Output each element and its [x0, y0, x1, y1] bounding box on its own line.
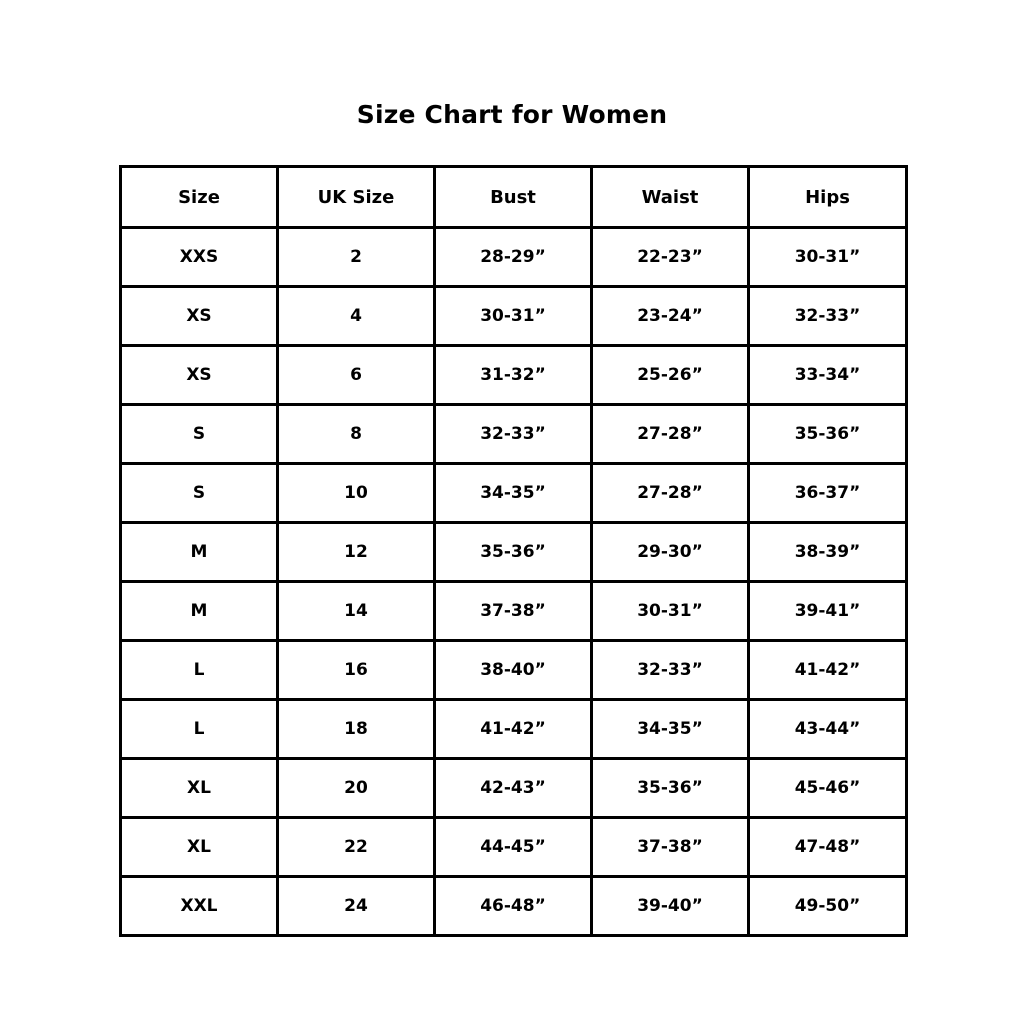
cell-uk-size: 4	[278, 287, 435, 346]
table-row	[121, 464, 907, 523]
cell-hips: 43-44”	[749, 700, 907, 759]
table-body	[121, 228, 907, 936]
table-row	[121, 759, 907, 818]
cell-size: XL	[121, 818, 278, 877]
table-row	[121, 405, 907, 464]
cell-uk-size: 16	[278, 641, 435, 700]
cell-uk-size: 22	[278, 818, 435, 877]
cell-hips: 36-37”	[749, 464, 907, 523]
cell-hips: 45-46”	[749, 759, 907, 818]
table-row	[121, 287, 907, 346]
cell-bust: 31-32”	[435, 346, 592, 405]
cell-bust: 32-33”	[435, 405, 592, 464]
cell-uk-size: 10	[278, 464, 435, 523]
cell-waist: 25-26”	[592, 346, 749, 405]
column-header-size: Size	[121, 167, 278, 228]
table-row	[121, 228, 907, 287]
cell-size: XS	[121, 346, 278, 405]
cell-bust: 42-43”	[435, 759, 592, 818]
cell-size: L	[121, 700, 278, 759]
cell-bust: 44-45”	[435, 818, 592, 877]
size-chart-table-container	[119, 165, 905, 937]
cell-waist: 27-28”	[592, 464, 749, 523]
cell-bust: 41-42”	[435, 700, 592, 759]
cell-size: XXL	[121, 877, 278, 936]
cell-hips: 33-34”	[749, 346, 907, 405]
column-header-waist: Waist	[592, 167, 749, 228]
table-header	[121, 167, 907, 228]
table-row	[121, 877, 907, 936]
cell-hips: 38-39”	[749, 523, 907, 582]
column-header-hips: Hips	[749, 167, 907, 228]
cell-waist: 23-24”	[592, 287, 749, 346]
cell-bust: 34-35”	[435, 464, 592, 523]
cell-bust: 28-29”	[435, 228, 592, 287]
column-header-bust: Bust	[435, 167, 592, 228]
cell-hips: 41-42”	[749, 641, 907, 700]
cell-size: XXS	[121, 228, 278, 287]
cell-hips: 35-36”	[749, 405, 907, 464]
cell-uk-size: 8	[278, 405, 435, 464]
table-row	[121, 700, 907, 759]
cell-size: L	[121, 641, 278, 700]
cell-hips: 30-31”	[749, 228, 907, 287]
cell-size: M	[121, 523, 278, 582]
cell-bust: 46-48”	[435, 877, 592, 936]
cell-bust: 38-40”	[435, 641, 592, 700]
cell-waist: 29-30”	[592, 523, 749, 582]
cell-waist: 39-40”	[592, 877, 749, 936]
cell-bust: 37-38”	[435, 582, 592, 641]
cell-uk-size: 14	[278, 582, 435, 641]
page-title: Size Chart for Women	[356, 100, 668, 129]
cell-waist: 32-33”	[592, 641, 749, 700]
cell-hips: 32-33”	[749, 287, 907, 346]
cell-bust: 35-36”	[435, 523, 592, 582]
cell-size: S	[121, 405, 278, 464]
cell-waist: 30-31”	[592, 582, 749, 641]
cell-hips: 39-41”	[749, 582, 907, 641]
table-row	[121, 523, 907, 582]
column-header-uk-size: UK Size	[278, 167, 435, 228]
cell-hips: 49-50”	[749, 877, 907, 936]
table-row	[121, 641, 907, 700]
cell-size: M	[121, 582, 278, 641]
cell-waist: 35-36”	[592, 759, 749, 818]
cell-hips: 47-48”	[749, 818, 907, 877]
table-header-row	[121, 167, 907, 228]
table-row	[121, 346, 907, 405]
table-row	[121, 818, 907, 877]
cell-size: S	[121, 464, 278, 523]
cell-size: XL	[121, 759, 278, 818]
cell-bust: 30-31”	[435, 287, 592, 346]
cell-uk-size: 12	[278, 523, 435, 582]
cell-size: XS	[121, 287, 278, 346]
cell-waist: 27-28”	[592, 405, 749, 464]
size-chart-table	[119, 165, 908, 937]
cell-waist: 34-35”	[592, 700, 749, 759]
cell-uk-size: 6	[278, 346, 435, 405]
cell-uk-size: 20	[278, 759, 435, 818]
cell-uk-size: 24	[278, 877, 435, 936]
cell-waist: 22-23”	[592, 228, 749, 287]
cell-uk-size: 2	[278, 228, 435, 287]
table-row	[121, 582, 907, 641]
cell-uk-size: 18	[278, 700, 435, 759]
cell-waist: 37-38”	[592, 818, 749, 877]
